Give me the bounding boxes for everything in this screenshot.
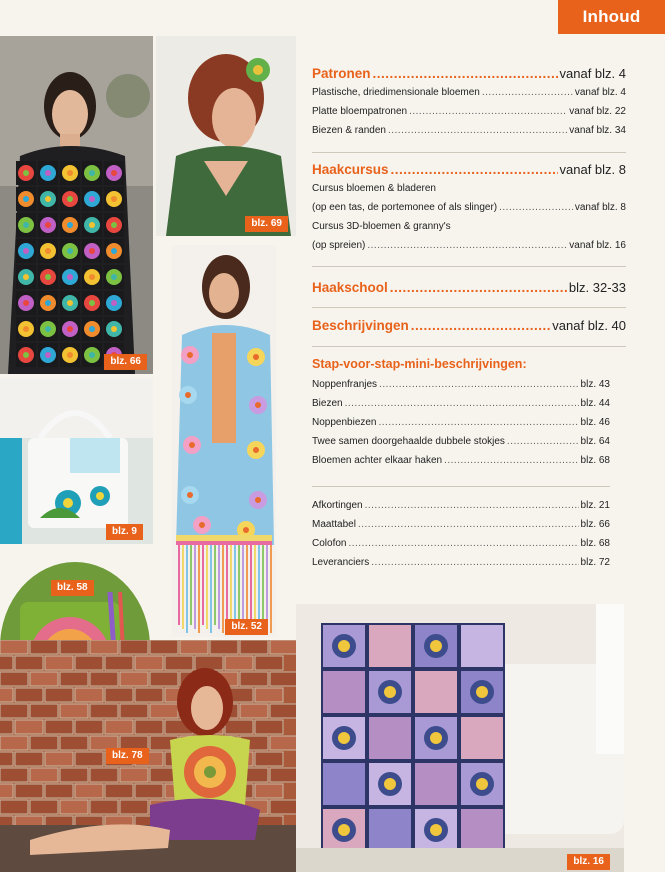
toc-heading-title: Beschrijvingen	[312, 318, 409, 333]
toc-heading-stap: Stap-voor-stap-mini-beschrijvingen:	[312, 357, 527, 371]
toc-item-label: Colofon	[312, 538, 347, 549]
toc-section-extra	[312, 496, 610, 572]
toc-heading-title: Haakschool	[312, 280, 388, 295]
photo-brick-wall-top	[0, 640, 296, 872]
toc-item[interactable]	[312, 198, 626, 217]
toc-item-label: Bloemen achter elkaar haken	[312, 455, 443, 466]
divider	[312, 307, 626, 308]
toc-item-page: blz. 43	[580, 379, 610, 390]
toc-section-beschrijvingen	[312, 318, 626, 333]
toc-item[interactable]	[312, 83, 626, 102]
divider	[312, 346, 626, 347]
toc-item[interactable]	[312, 534, 610, 553]
toc-heading-beschrijvingen[interactable]	[312, 318, 626, 333]
toc-item[interactable]	[312, 217, 626, 236]
toc-item-label: Afkortingen	[312, 500, 363, 511]
photo-page-tag: blz. 16	[567, 854, 610, 870]
toc-heading-page: blz. 32-33	[568, 280, 626, 295]
photo-blue-cardigan	[172, 245, 276, 637]
photo-white-bag	[0, 378, 153, 544]
toc-section-patronen	[312, 66, 626, 140]
toc-item-label: Platte bloempatronen	[312, 106, 408, 117]
toc-item[interactable]	[312, 515, 610, 534]
toc-item[interactable]	[312, 413, 610, 432]
photo-page-tag: blz. 52	[225, 619, 268, 635]
toc-item[interactable]	[312, 496, 610, 515]
toc-item[interactable]	[312, 102, 626, 121]
toc-heading-page: vanaf blz. 8	[559, 162, 626, 177]
toc-item[interactable]	[312, 451, 610, 470]
toc-heading-patronen[interactable]	[312, 66, 626, 81]
toc-item-page: vanaf blz. 16	[569, 240, 626, 251]
toc-item[interactable]	[312, 375, 610, 394]
toc-item[interactable]	[312, 394, 610, 413]
toc-item-page: blz. 21	[580, 500, 610, 511]
photo-page-tag: blz. 78	[106, 748, 149, 764]
toc-item-page: blz. 64	[580, 436, 610, 447]
photo-page-tag: blz. 69	[245, 216, 288, 232]
toc-heading-haakschool[interactable]	[312, 280, 626, 295]
toc-item-page: vanaf blz. 8	[574, 202, 626, 213]
toc-item-page: vanaf blz. 4	[574, 87, 626, 98]
toc-item-page: vanaf blz. 22	[569, 106, 626, 117]
photo-granny-dress	[0, 36, 153, 374]
photo-page-tag: blz. 58	[51, 580, 94, 596]
toc-item[interactable]	[312, 179, 626, 198]
photo-page-tag: blz. 66	[104, 354, 147, 370]
toc-heading-title: Patronen	[312, 66, 371, 81]
photo-hair-flower	[156, 36, 296, 236]
toc-item-page: blz. 72	[580, 557, 610, 568]
toc-item-label: Plastische, driedimensionale bloemen	[312, 87, 480, 98]
toc-section-stap	[312, 357, 610, 470]
toc-item-label: Maattabel	[312, 519, 356, 530]
toc-item-page: blz. 68	[580, 455, 610, 466]
toc-heading-title: Haakcursus	[312, 162, 389, 177]
toc-item-page: blz. 44	[580, 398, 610, 409]
toc-heading-page: vanaf blz. 4	[559, 66, 626, 81]
toc-item-label: Twee samen doorgehaalde dubbele stokjes	[312, 436, 505, 447]
toc-item-page: vanaf blz. 34	[569, 125, 626, 136]
toc-item-label: Cursus bloemen & bladeren	[312, 183, 436, 194]
toc-item-label: Biezen	[312, 398, 343, 409]
toc-item[interactable]	[312, 121, 626, 140]
toc-item-label: Noppenbiezen	[312, 417, 377, 428]
toc-item-label: (op een tas, de portemonee of als slinger)	[312, 202, 498, 213]
toc-item-label: Leveranciers	[312, 557, 370, 568]
toc-item-label: Biezen & randen	[312, 125, 386, 136]
page-header-tab: Inhoud	[558, 0, 665, 34]
toc-item-label: (op spreien)	[312, 240, 366, 251]
divider	[312, 266, 626, 267]
photo-page-tag: blz. 9	[106, 524, 143, 540]
divider	[312, 486, 610, 487]
toc-section-haakcursus	[312, 162, 626, 255]
toc-item-label: Noppenfranjes	[312, 379, 378, 390]
toc-item[interactable]	[312, 432, 610, 451]
toc-heading-page: vanaf blz. 40	[552, 318, 626, 333]
toc-item-label: Cursus 3D-bloemen & granny's	[312, 221, 451, 232]
toc-heading-haakcursus[interactable]	[312, 162, 626, 177]
toc-item[interactable]	[312, 553, 610, 572]
photo-granny-blanket	[296, 604, 624, 872]
toc-item-page: blz. 66	[580, 519, 610, 530]
toc-item[interactable]	[312, 236, 626, 255]
toc-section-haakschool	[312, 280, 626, 295]
divider	[312, 152, 626, 153]
toc-item-page: blz. 68	[580, 538, 610, 549]
toc-item-page: blz. 46	[580, 417, 610, 428]
